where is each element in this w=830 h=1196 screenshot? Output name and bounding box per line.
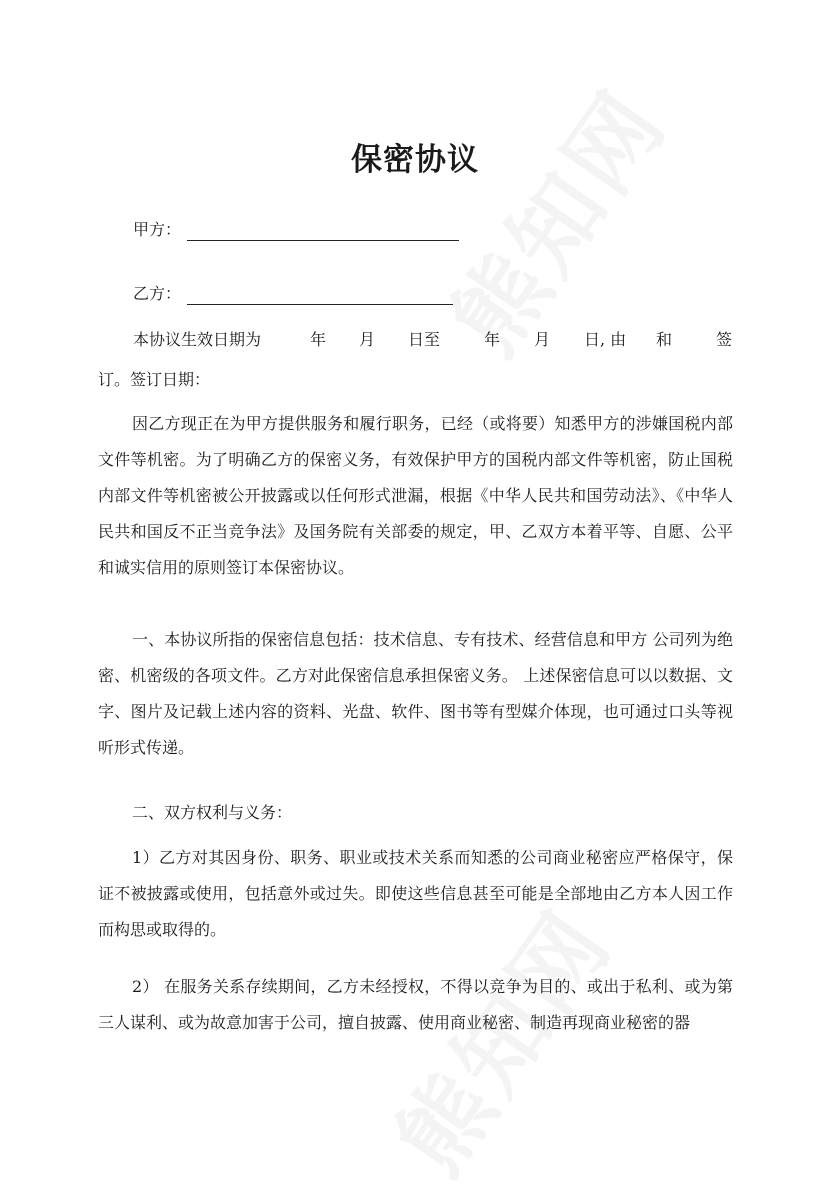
effective-date-row bbox=[133, 322, 733, 358]
date-month-1: 月 bbox=[359, 330, 376, 349]
party-a-row bbox=[133, 219, 459, 241]
party-b-row bbox=[133, 283, 453, 305]
date-month-2: 月 bbox=[534, 330, 551, 349]
date-year-1: 年 bbox=[310, 330, 327, 349]
clause-2-item-2: 2） 在服务关系存续期间，乙方未经授权，不得以竞争为目的、或出于私利、或为第三人谋利、或为故意加害于公司，擅自披露、使用商业秘密、制造再现商业秘密的器 bbox=[98, 977, 733, 1032]
clause-2-item-1: 1）乙方对其因身份、职务、职业或技术关系而知悉的公司商业秘密应严格保守，保证不被披露或使用，包括意外或过失。即使这些信息甚至可能是全部地由乙方本人因工作而构思或取得的。 bbox=[98, 848, 733, 939]
party-a-label: 甲方： bbox=[133, 220, 182, 239]
date-day-1: 日至 bbox=[408, 330, 441, 349]
date-day-2: 日, 由 bbox=[584, 330, 627, 349]
document-title: 保密协议 bbox=[351, 142, 479, 178]
preamble-paragraph: 因乙方现正在为甲方提供服务和履行职务，已经（或将要）知悉甲方的涉嫌国税内部文件等机密。为了明确乙方的保密义务，有效保护甲方的国税内部文件等机密，防止国税内部文件等机密被公开披露或以任何形式泄漏，根据《中华人民共和国劳动法》、《中华人民共和国反不正当竞争法》及国务院有关部委的规定，甲、乙双方本着平等、自愿、公平和诚实信用的原则签订本保密协议。 bbox=[98, 414, 733, 577]
party-a-blank-line bbox=[187, 222, 459, 241]
clause-2-heading: 二、双方权利与义务： bbox=[132, 803, 293, 822]
date-sign: 签 bbox=[716, 330, 733, 349]
date-and: 和 bbox=[656, 330, 673, 349]
party-b-label: 乙方： bbox=[133, 284, 182, 303]
clause-1-paragraph: 一、本协议所指的保密信息包括：技术信息、专有技术、经营信息和甲方 公司列为绝密、机密级的各项文件。乙方对此保密信息承担保密义务。 上述保密信息可以以数据、文字、图片及记载上述内容的资料、光盘、软件、图书等有型媒介体现，也可通过口头等视听形式传递。 bbox=[98, 630, 733, 757]
party-b-blank-line bbox=[187, 286, 453, 305]
date-prefix: 本协议生效日期为 bbox=[133, 330, 262, 349]
date-year-2: 年 bbox=[484, 330, 501, 349]
sign-date-line: 订。签订日期： bbox=[98, 370, 211, 389]
